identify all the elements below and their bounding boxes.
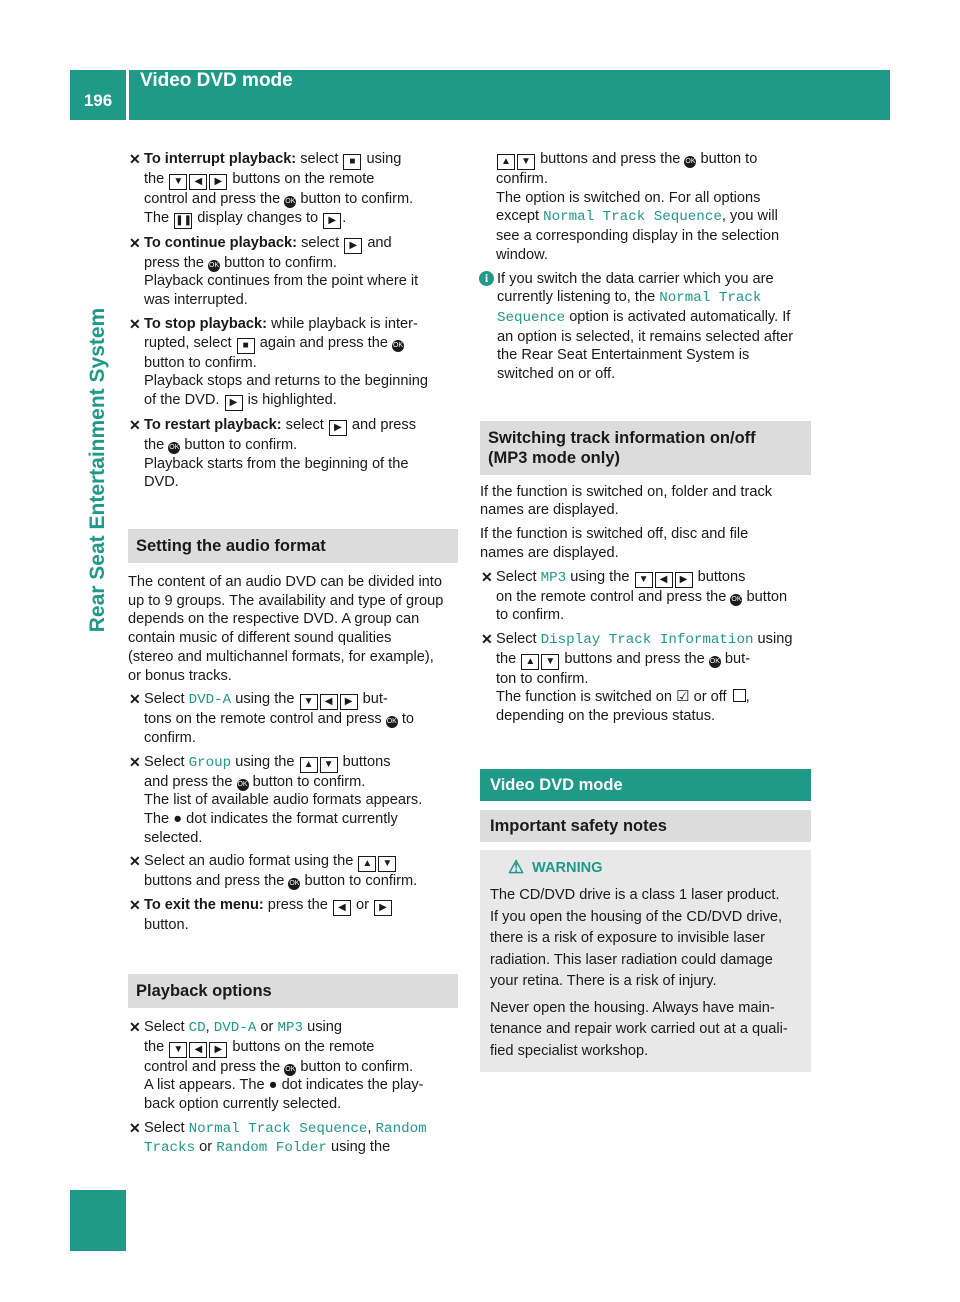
ok-button-icon: OK <box>392 340 404 352</box>
ok-button-icon: OK <box>237 779 249 791</box>
arrow-icon: ✕ <box>129 151 141 167</box>
ok-button-icon: OK <box>684 156 696 168</box>
left-column <box>128 150 458 1163</box>
menu-item-dvd-a: DVD-A <box>213 1019 257 1036</box>
play-key-icon: ▶ <box>344 238 362 254</box>
arrow-icon: ✕ <box>129 234 141 251</box>
left-key-icon: ◀ <box>189 174 207 190</box>
menu-item-mp3: MP3 <box>540 569 567 586</box>
section-heading-playback-options: Playback options <box>128 974 458 1008</box>
down-key-icon: ▼ <box>378 856 396 872</box>
ok-button-icon: OK <box>730 594 742 606</box>
pause-key-icon: ❚❚ <box>174 213 192 229</box>
list-item: ✕ Select DVD-A using the ▼ ◀ ▶ but- tons on the remote control and press OK to confirm. <box>129 691 414 746</box>
down-key-icon: ▼ <box>320 757 338 773</box>
warning-box <box>480 850 811 1073</box>
ok-button-icon: OK <box>284 196 296 208</box>
dot-icon: ● <box>173 811 183 828</box>
unchecked-checkbox-icon <box>733 689 746 702</box>
down-key-icon: ▼ <box>300 694 318 710</box>
ok-button-icon: OK <box>709 656 721 668</box>
stop-key-icon: ■ <box>237 338 255 354</box>
right-key-icon: ▶ <box>209 174 227 190</box>
up-key-icon: ▲ <box>521 654 539 670</box>
warning-triangle-icon: ⚠ <box>508 856 525 877</box>
ok-button-icon: OK <box>208 260 220 272</box>
list-item: ✕ Select MP3 using the ▼ ◀ ▶ buttons on the remote control and press the OK button to confirm. <box>481 568 788 624</box>
play-key-icon: ▶ <box>323 213 341 229</box>
arrow-icon: ✕ <box>129 753 141 770</box>
dot-icon: ● <box>268 1077 278 1094</box>
list-item: ✕ Select an audio format using the ▲ ▼ buttons and press the OK button to confirm. <box>129 853 418 890</box>
arrow-icon: ✕ <box>481 630 493 647</box>
left-key-icon: ◀ <box>189 1042 207 1058</box>
section-heading-audio-format: Setting the audio format <box>128 529 458 563</box>
list-item: ✕ Select CD, DVD-A or MP3 using the ▼ ◀ ▶ buttons on the remote control and press the OK button to confirm. A list appears. The ● dot indicates the play- back option currently selected. <box>129 1018 424 1112</box>
down-key-icon: ▼ <box>169 1042 187 1058</box>
down-key-icon: ▼ <box>541 654 559 670</box>
list-item: ✕ To stop playback: while playback is inter- rupted, select ■ again and press the OK button to confirm. Playback stops and returns to the beginning of the DVD. ▶ is highlighted. <box>128 315 458 411</box>
menu-item-display-track-information: Display Track Information <box>540 631 754 648</box>
arrow-icon: ✕ <box>129 897 141 914</box>
arrow-icon: ✕ <box>129 416 141 433</box>
menu-item-sequence: Sequence <box>497 309 566 326</box>
menu-item-cd: CD <box>188 1019 206 1036</box>
arrow-icon: ✕ <box>481 568 493 585</box>
list-item: ✕ To restart playback: select ▶ and press the OK button to confirm. Playback starts from the beginning of the DVD. <box>129 416 417 491</box>
play-key-icon: ▶ <box>329 420 347 436</box>
audio-intro-paragraph: The content of an audio DVD can be divided into up to 9 groups. The availability and type of group depends on the respective DVD. A group can contain music of different sound qualities (stereo and multichannel formats, for example), or bonus tracks. <box>128 574 444 684</box>
list-item: ✕ To interrupt playback: select ■ using the ▼ ◀ ▶ buttons on the remote control and press the OK button to confirm. The ❚❚ display changes to ▶ . <box>128 150 458 229</box>
list-item: ✕ Select Normal Track Sequence, Random Tracks or Random Folder using the <box>129 1119 427 1157</box>
ok-button-icon: OK <box>386 716 398 728</box>
arrow-icon: ✕ <box>129 315 141 332</box>
section-heading-safety-notes: Important safety notes <box>480 810 811 842</box>
up-key-icon: ▲ <box>358 856 376 872</box>
section-heading-track-info: Switching track information on/off (MP3 mode only) <box>480 421 811 475</box>
side-chapter-label: Rear Seat Entertainment System <box>86 307 109 633</box>
menu-item-random-tracks-cont: Tracks <box>144 1140 196 1157</box>
menu-item-dvd-a: DVD-A <box>188 692 232 709</box>
menu-item-random-tracks: Random <box>375 1120 427 1137</box>
menu-item-normal-track: Normal Track <box>659 290 762 307</box>
up-key-icon: ▲ <box>300 757 318 773</box>
right-key-icon: ▶ <box>675 572 693 588</box>
ok-button-icon: OK <box>288 878 300 890</box>
down-key-icon: ▼ <box>635 572 653 588</box>
ok-button-icon: OK <box>284 1064 296 1076</box>
header-divider <box>126 70 129 120</box>
arrow-icon: ✕ <box>129 1018 141 1035</box>
side-tab-block <box>70 1190 126 1251</box>
continued-step: ▲ ▼ buttons and press the OK button to confirm. The option is switched on. For all options except Normal Track Sequence, you will see a corresponding display in the selection window. <box>496 151 780 263</box>
warning-title: ⚠ WARNING <box>508 856 603 877</box>
left-key-icon: ◀ <box>320 694 338 710</box>
play-key-icon: ▶ <box>225 395 243 411</box>
down-key-icon: ▼ <box>169 174 187 190</box>
list-item: ✕ Select Group using the ▲ ▼ buttons and press the OK button to confirm. The list of available audio formats appears. The ● dot indicates the format currently selected. <box>129 753 423 846</box>
left-key-icon: ◀ <box>333 900 351 916</box>
menu-item-normal-track-sequence: Normal Track Sequence <box>188 1120 368 1137</box>
info-icon: i <box>479 271 494 286</box>
right-column <box>480 150 811 1072</box>
section-heading-video-dvd-mode: Video DVD mode <box>480 769 811 801</box>
arrow-icon: ✕ <box>129 853 141 870</box>
right-key-icon: ▶ <box>374 900 392 916</box>
menu-item-normal-track-sequence: Normal Track Sequence <box>543 209 722 226</box>
right-key-icon: ▶ <box>209 1042 227 1058</box>
warning-paragraph: The CD/DVD drive is a class 1 laser product. If you open the housing of the CD/DVD drive, there is a risk of exposure to invisible laser radiation. This laser radiation could damage your retina. There is a risk of injury. <box>490 887 783 990</box>
menu-item-random-folder: Random Folder <box>216 1140 327 1157</box>
track-info-paragraph-on: If the function is switched on, folder and track names are displayed. <box>480 483 773 519</box>
list-item: ✕ Select Display Track Information using the ▲ ▼ buttons and press the OK but- ton to confirm. The function is switched on ☑ or off , depending on the previous status. <box>481 630 793 725</box>
list-item: ✕ To exit the menu: press the ◀ or ▶ button. <box>128 896 458 935</box>
warning-paragraph: Never open the housing. Always have main- tenance and repair work carried out at a quali- fied specialist workshop. <box>490 999 788 1059</box>
right-key-icon: ▶ <box>340 694 358 710</box>
checked-checkbox-icon: ☑ <box>676 688 690 706</box>
arrow-icon: ✕ <box>129 691 141 708</box>
menu-item-mp3: MP3 <box>277 1019 304 1036</box>
page-title: Video DVD mode <box>140 70 293 91</box>
menu-item-group: Group <box>188 754 232 771</box>
stop-key-icon: ■ <box>343 154 361 170</box>
list-item: ✕ To continue playback: select ▶ and press the OK button to confirm. Playback continues from the point where it was interrupted. <box>129 234 419 309</box>
page-number: 196 <box>83 91 113 110</box>
up-key-icon: ▲ <box>497 154 515 170</box>
ok-button-icon: OK <box>168 442 180 454</box>
down-key-icon: ▼ <box>517 154 535 170</box>
arrow-icon: ✕ <box>129 1119 141 1136</box>
left-key-icon: ◀ <box>655 572 673 588</box>
info-note: i If you switch the data carrier which you are currently listening to, the Normal Track Sequence option is activated automatically. If an option is selected, it remains selected after the Rear Seat Entertainment System is switched on or off. <box>480 270 811 384</box>
track-info-paragraph-off: If the function is switched off, disc and file names are displayed. <box>480 526 749 561</box>
